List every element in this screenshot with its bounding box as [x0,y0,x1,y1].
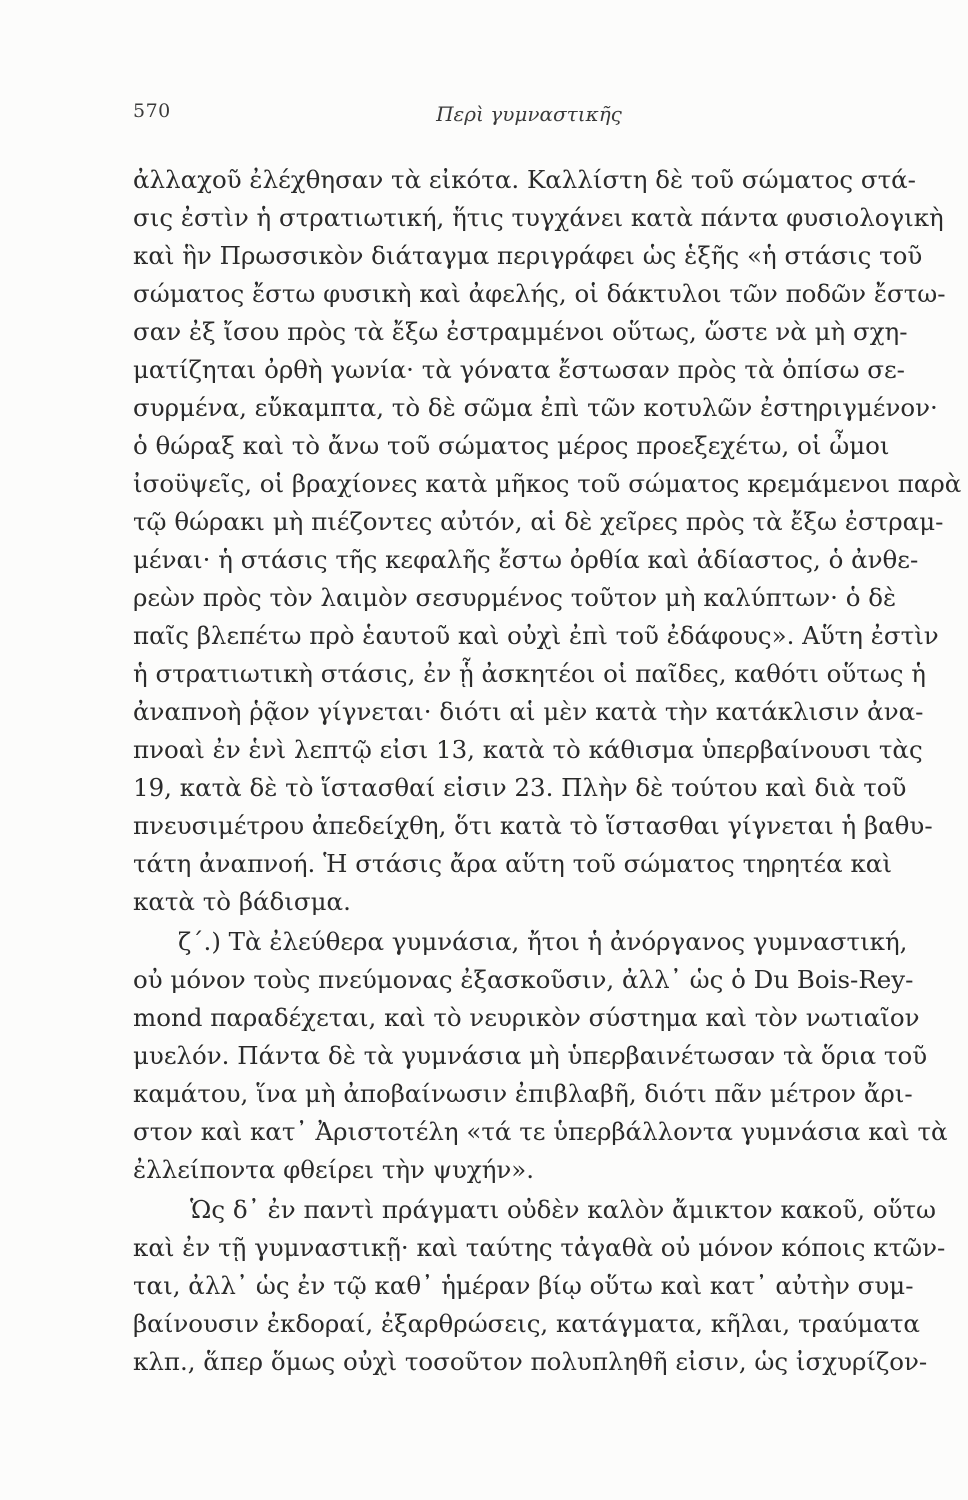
text-line: ρεὼν πρὸς τὸν λαιμὸν σεσυρμένος τοῦτον μὴ καλύπτων· ὁ δὲ [133,583,897,612]
text-line: ζ΄.) Τὰ ἐλεύθερα γυμνάσια, ἤτοι ἡ ἀνόργανος γυμναστική, [178,927,908,956]
text-line: τάτη ἀναπνοή. Ἡ στάσις ἄρα αὕτη τοῦ σώματος τηρητέα καὶ [133,849,892,878]
text-line: οὐ μόνον τοὺς πνεύμονας ἐξασκοῦσιν, ἀλλ᾽ ὡς ὁ Du Bois-Rey- [133,965,914,994]
text-line: συρμένα, εὔκαμπτα, τὸ δὲ σῶμα ἐπὶ τῶν κοτυλῶν ἐστηριγμένον· [133,393,938,422]
text-line: ἀλλαχοῦ ἐλέχθησαν τὰ εἰκότα. Καλλίστη δὲ τοῦ σώματος στά- [133,165,916,194]
text-line: σαν ἐξ ἴσου πρὸς τὰ ἔξω ἐστραμμένοι οὕτως, ὥστε νὰ μὴ σχη- [133,317,908,346]
running-head: Περὶ γυμναστικῆς [436,102,622,126]
text-line: σις ἐστὶν ἡ στρατιωτική, ἥτις τυγχάνει κατὰ πάντα φυσιολογικὴ [133,203,944,232]
text-line: παῖς βλεπέτω πρὸ ἑαυτοῦ καὶ οὐχὶ ἐπὶ τοῦ ἐδάφους». Αὕτη ἐστὶν [133,621,939,650]
text-line: κατὰ τὸ βάδισμα. [133,887,351,916]
text-line: ὁ θώραξ καὶ τὸ ἄνω τοῦ σώματος μέρος προεξεχέτω, οἱ ὦμοι [133,431,890,460]
text-line: μέναι· ἡ στάσις τῆς κεφαλῆς ἔστω ὀρθία καὶ ἀδίαστος, ὁ ἀνθε- [133,545,919,574]
text-line: στον καὶ κατ᾽ Ἀριστοτέλη «τά τε ὑπερβάλλοντα γυμνάσια καὶ τὰ [133,1117,948,1146]
page-number: 570 [133,100,171,122]
text-line: ἡ στρατιωτικὴ στάσις, ἐν ᾗ ἀσκητέοι οἱ παῖδες, καθότι οὕτως ἡ [133,659,926,688]
text-line: κλπ., ἅπερ ὅμως οὐχὶ τοσοῦτον πολυπληθῆ εἰσιν, ὡς ἰσχυρίζον- [133,1347,928,1376]
text-line: mond παραδέχεται, καὶ τὸ νευρικὸν σύστημα καὶ τὸν νωτιαῖον [133,1003,920,1032]
text-line: Ὡς δ᾽ ἐν παντὶ πράγματι οὐδὲν καλὸν ἄμικτον κακοῦ, οὕτω [190,1195,937,1224]
text-line: ἀναπνοὴ ῥᾷον γίγνεται· διότι αἱ μὲν κατὰ τὴν κατάκλισιν ἀνα- [133,697,924,726]
text-line: πνευσιμέτρου ἀπεδείχθη, ὅτι κατὰ τὸ ἵστασθαι γίγνεται ἡ βαθυ- [133,811,933,840]
text-line: καὶ ἐν τῇ γυμναστικῇ· καὶ ταύτης τἀγαθὰ οὐ μόνον κόποις κτῶν- [133,1233,946,1262]
text-line: σώματος ἔστω φυσικὴ καὶ ἀφελής, οἱ δάκτυλοι τῶν ποδῶν ἔστω- [133,279,946,308]
text-line: ἰσοϋψεῖς, οἱ βραχίονες κατὰ μῆκος τοῦ σώματος κρεμάμενοι παρὰ [133,469,962,498]
text-line: ματίζηται ὀρθὴ γωνία· τὰ γόνατα ἔστωσαν πρὸς τὰ ὀπίσω σε- [133,355,905,384]
text-line: ται, ἀλλ᾽ ὡς ἐν τῷ καθ᾽ ἡμέραν βίῳ οὕτω καὶ κατ᾽ αὐτὴν συμ- [133,1271,914,1300]
text-line: ἐλλείποντα φθείρει τὴν ψυχήν». [133,1155,535,1184]
text-line: πνοαὶ ἐν ἑνὶ λεπτῷ εἰσι 13, κατὰ τὸ κάθισμα ὑπερβαίνουσι τὰς [133,735,923,764]
text-line: καμάτου, ἵνα μὴ ἀποβαίνωσιν ἐπιβλαβῆ, διότι πᾶν μέτρον ἄρι- [133,1079,913,1108]
text-line: τῷ θώρακι μὴ πιέζοντες αὐτόν, αἱ δὲ χεῖρες πρὸς τὰ ἔξω ἐστραμ- [133,507,944,536]
text-line: μυελόν. Πάντα δὲ τὰ γυμνάσια μὴ ὑπερβαινέτωσαν τὰ ὅρια τοῦ [133,1041,928,1070]
text-line: βαίνουσιν ἐκδοραί, ἐξαρθρώσεις, κατάγματα, κῆλαι, τραύματα [133,1309,920,1338]
text-line: καὶ ἣν Πρωσσικὸν διάταγμα περιγράφει ὡς ἑξῆς «ἡ στάσις τοῦ [133,241,923,270]
text-line: 19, κατὰ δὲ τὸ ἵστασθαί εἰσιν 23. Πλὴν δὲ τούτου καὶ διὰ τοῦ [133,773,907,802]
